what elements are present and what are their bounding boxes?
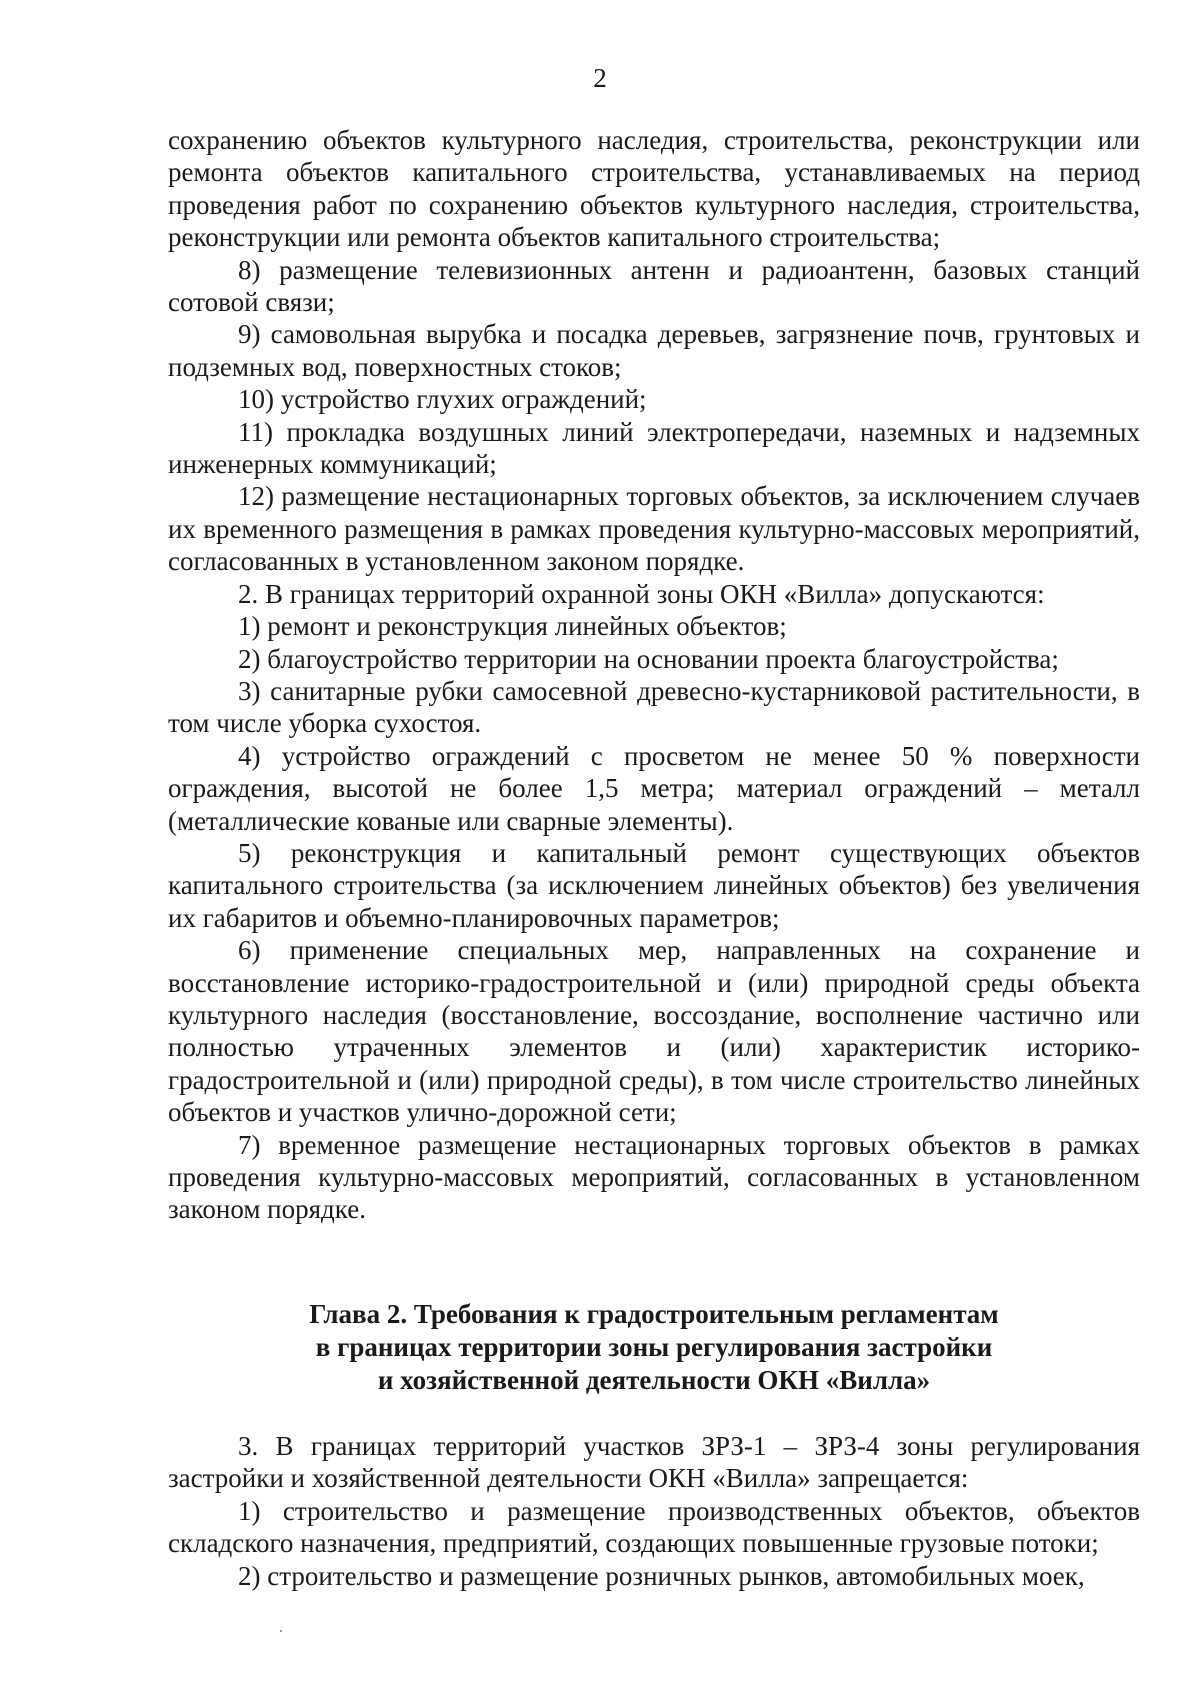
paragraph: 1) строительство и размещение производственных объектов, объектов складского назначения, предприятий, создающих повышенные грузовые потоки; bbox=[168, 1495, 1140, 1559]
paragraph: 9) самовольная вырубка и посадка деревьев, загрязнение почв, грунтовых и подземных вод, поверхностных стоков; bbox=[168, 319, 1140, 382]
paragraph: сохранению объектов культурного наследия, строительства, реконструкции или ремонта объектов капитального строительства, устанавливаемых на период проведения работ по сохранению объектов культурного наследия, строительства, реконструкции или ремонта объектов капитального строительства; bbox=[168, 125, 1140, 253]
paragraph: 11) прокладка воздушных линий электропередачи, наземных и надземных инженерных коммуникаций; bbox=[168, 416, 1140, 480]
paragraph: 2) строительство и размещение розничных рынков, автомобильных моек, bbox=[238, 1560, 1085, 1591]
chapter-heading-line: Глава 2. Требования к градостроительным регламентам bbox=[309, 1299, 999, 1329]
chapter-heading-line: в границах территории зоны регулирования застройки bbox=[315, 1332, 993, 1362]
body-text bbox=[168, 124, 1140, 1226]
paragraph: 5) реконструкция и капитальный ремонт существующих объектов капитального строительства (за исключением линейных объектов) без увеличения их габаритов и объемно-планировочных параметров; bbox=[168, 837, 1140, 933]
paragraph: 1) ремонт и реконструкция линейных объектов; bbox=[238, 611, 787, 642]
chapter-heading bbox=[168, 1298, 1140, 1397]
paragraph: 2. В границах территорий охранной зоны ОКН «Вилла» допускаются: bbox=[238, 578, 1045, 609]
paragraph: 7) временное размещение нестационарных торговых объектов в рамках проведения культурно-массовых мероприятий, согласованных в установленном законом порядке. bbox=[168, 1129, 1140, 1225]
paragraph: 8) размещение телевизионных антенн и радиоантенн, базовых станций сотовой связи; bbox=[168, 254, 1140, 318]
chapter-heading-line: и хозяйственной деятельности ОКН «Вилла» bbox=[377, 1365, 931, 1395]
paragraph: 4) устройство ограждений с просветом не менее 50 % поверхности ограждения, высотой не более 1,5 метра; материал ограждений – металл (металлические кованые или сварные элементы). bbox=[168, 740, 1140, 836]
paragraph: 10) устройство глухих ограждений; bbox=[238, 384, 647, 415]
scan-speck bbox=[280, 1630, 282, 1632]
page-number: 2 bbox=[593, 63, 607, 93]
paragraph: 12) размещение нестационарных торговых объектов, за исключением случаев их временного размещения в рамках проведения культурно-массовых мероприятий, согласованных в установленном законом порядке. bbox=[168, 481, 1140, 577]
paragraph: 6) применение специальных мер, направленных на сохранение и восстановление историко-градостроительной и (или) природной среды объекта культурного наследия (восстановление, воссоздание, восполнение частично или полностью утраченных элементов и (или) характеристик историко-градостроительной и (или) природной среды), в том числе строительство линейных объектов и участков улично-дорожной сети; bbox=[168, 935, 1140, 1128]
body-text-chapter-2 bbox=[168, 1430, 1140, 1592]
paragraph: 3) санитарные рубки самосевной древесно-кустарниковой растительности, в том числе уборка сухостоя. bbox=[168, 675, 1140, 739]
paragraph: 2) благоустройство территории на основании проекта благоустройства; bbox=[238, 643, 1059, 674]
paragraph: 3. В границах территорий участков ЗРЗ-1 – ЗРЗ-4 зоны регулирования застройки и хозяйственной деятельности ОКН «Вилла» запрещается: bbox=[168, 1431, 1140, 1494]
